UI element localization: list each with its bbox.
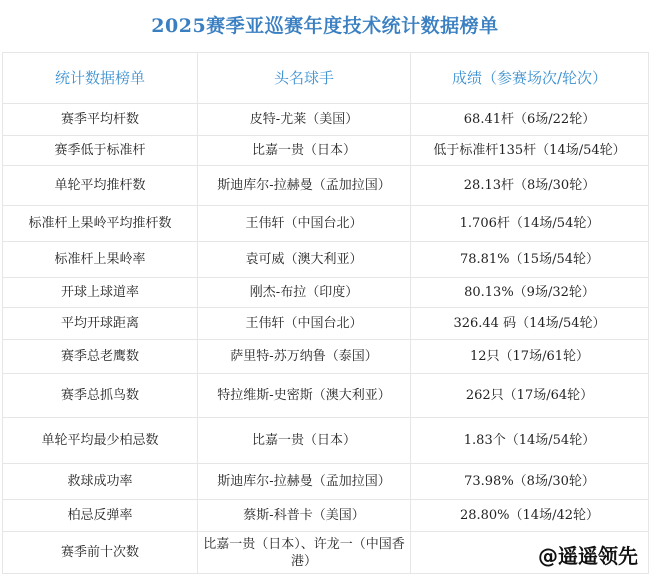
page-title: 2025赛季亚巡赛年度技术统计数据榜单 bbox=[151, 15, 499, 37]
table-row bbox=[3, 340, 649, 374]
header-result: 成绩（参赛场次/轮次） bbox=[411, 53, 649, 104]
player-name: 萨里特-苏万纳鲁（泰国） bbox=[198, 340, 411, 374]
table-row bbox=[3, 206, 649, 242]
result-value: 262只（17场/64轮） bbox=[411, 374, 649, 418]
player-name: 特拉维斯-史密斯（澳大利亚） bbox=[198, 374, 411, 418]
table-row bbox=[3, 136, 649, 166]
stat-name: 单轮平均最少柏忌数 bbox=[3, 418, 198, 464]
table-row bbox=[3, 418, 649, 464]
player-name: 斯迪库尔-拉赫曼（孟加拉国） bbox=[198, 464, 411, 500]
stat-name: 标准杆上果岭平均推杆数 bbox=[3, 206, 198, 242]
stat-name: 救球成功率 bbox=[3, 464, 198, 500]
result-value: 28.13杆（8场/30轮） bbox=[411, 166, 649, 206]
player-name: 皮特-尤莱（美国） bbox=[198, 104, 411, 136]
player-name: 袁可威（澳大利亚） bbox=[198, 242, 411, 278]
result-value: 12只（17场/61轮） bbox=[411, 340, 649, 374]
table-row bbox=[3, 278, 649, 308]
stat-name: 柏忌反弹率 bbox=[3, 500, 198, 532]
result-value: 28.80%（14场/42轮） bbox=[411, 500, 649, 532]
table-row bbox=[3, 464, 649, 500]
result-value: 80.13%（9场/32轮） bbox=[411, 278, 649, 308]
stat-name: 赛季低于标准杆 bbox=[3, 136, 198, 166]
stat-name: 赛季总老鹰数 bbox=[3, 340, 198, 374]
stat-name: 平均开球距离 bbox=[3, 308, 198, 340]
table-row bbox=[3, 308, 649, 340]
player-name: 比嘉一贵（日本）、许龙一（中国香港） bbox=[198, 532, 411, 574]
player-name: 比嘉一贵（日本） bbox=[198, 136, 411, 166]
stat-name: 赛季前十次数 bbox=[3, 532, 198, 574]
player-name: 斯迪库尔-拉赫曼（孟加拉国） bbox=[198, 166, 411, 206]
player-name: 王伟轩（中国台北） bbox=[198, 308, 411, 340]
result-value: 326.44 码（14场/54轮） bbox=[411, 308, 649, 340]
result-value: 73.98%（8场/30轮） bbox=[411, 464, 649, 500]
table-row bbox=[3, 166, 649, 206]
player-name: 王伟轩（中国台北） bbox=[198, 206, 411, 242]
stat-name: 开球上球道率 bbox=[3, 278, 198, 308]
player-name: 蔡斯-科普卡（美国） bbox=[198, 500, 411, 532]
result-value: 78.81%（15场/54轮） bbox=[411, 242, 649, 278]
watermark-handle: @遥遥领先 bbox=[536, 540, 640, 569]
result-value: 1.706杆（14场/54轮） bbox=[411, 206, 649, 242]
table-header-row bbox=[3, 53, 649, 104]
table-row bbox=[3, 500, 649, 532]
result-value: 低于标准杆135杆（14场/54轮） bbox=[411, 136, 649, 166]
player-name: 比嘉一贵（日本） bbox=[198, 418, 411, 464]
table-row bbox=[3, 104, 649, 136]
stat-name: 单轮平均推杆数 bbox=[3, 166, 198, 206]
stat-name: 标准杆上果岭率 bbox=[3, 242, 198, 278]
header-stat: 统计数据榜单 bbox=[3, 53, 198, 104]
result-value: 1.83个（14场/54轮） bbox=[411, 418, 649, 464]
table-row bbox=[3, 242, 649, 278]
player-name: 刚杰-布拉（印度） bbox=[198, 278, 411, 308]
result-value: 68.41杆（6场/22轮） bbox=[411, 104, 649, 136]
stats-table bbox=[2, 52, 649, 574]
table-row bbox=[3, 374, 649, 418]
header-player: 头名球手 bbox=[198, 53, 411, 104]
stat-name: 赛季平均杆数 bbox=[3, 104, 198, 136]
stat-name: 赛季总抓鸟数 bbox=[3, 374, 198, 418]
